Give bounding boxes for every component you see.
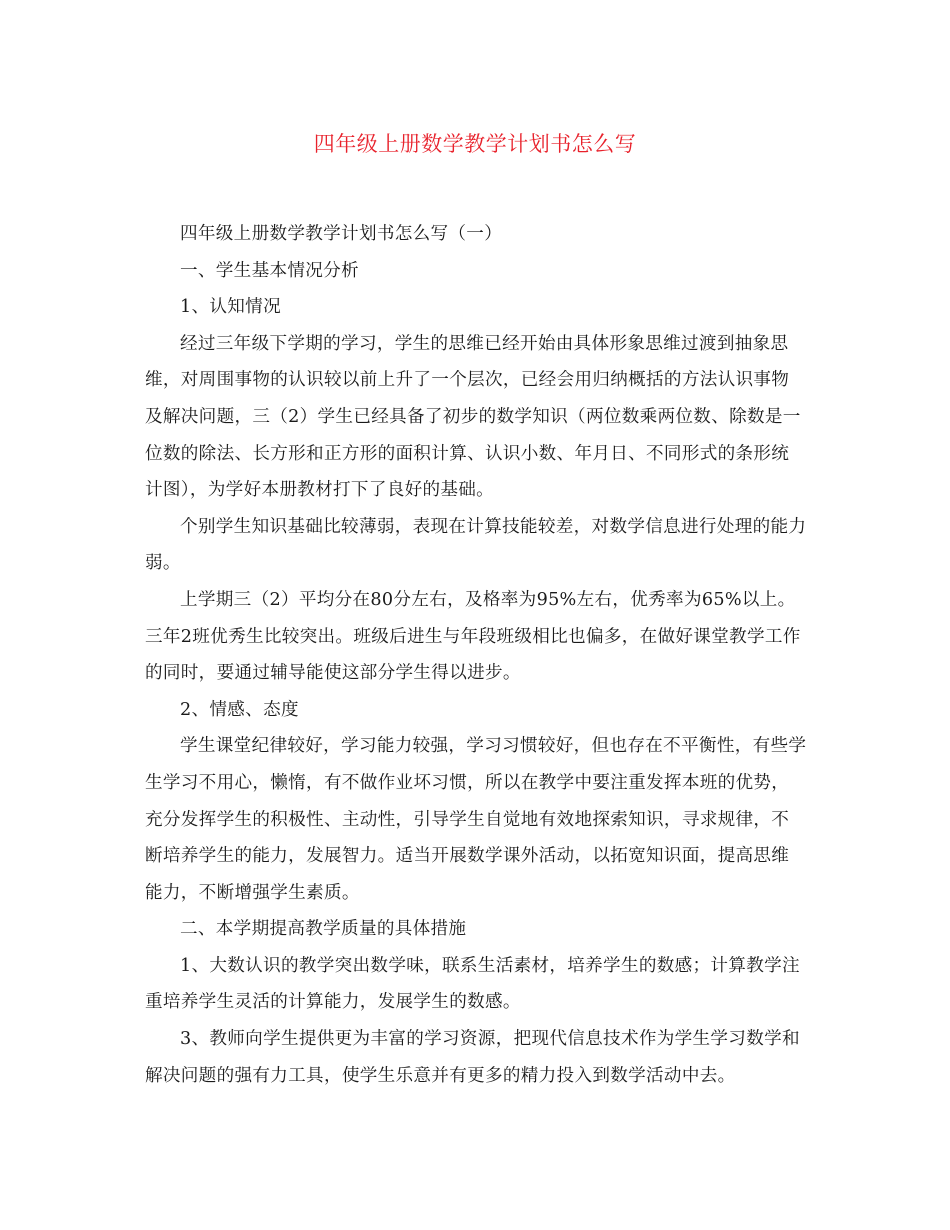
heading-student-analysis: 一、学生基本情况分析 xyxy=(180,260,359,281)
subheading-cognition: 1、认知情况 xyxy=(180,297,281,318)
paragraph-measure-3: 3、教师向学生提供更为丰富的学习资源，把现代信息技术作为学生学习数学和解决问题的强有力工具，使学生乐意并有更多的精力投入到数学活动中去。 xyxy=(145,1029,800,1086)
paragraph-measure-1: 1、大数认识的教学突出数学味，联系生活素材，培养学生的数感；计算教学注重培养学生灵活的计算能力，发展学生的数感。 xyxy=(145,955,800,1013)
document-body xyxy=(145,216,807,1094)
paragraph-scores: 上学期三（2）平均分在80分左右，及格率为95%左右，优秀率为65%以上。三年2班优秀生比较突出。班级后进生与年段班级相比也偏多，在做好课堂教学工作的同时，要通过辅导能使这部分学生得以进步。 xyxy=(145,589,801,684)
subheading-attitude: 2、情感、态度 xyxy=(180,699,299,720)
paragraph-weak-students: 个别学生知识基础比较薄弱，表现在计算技能较差，对数学信息进行处理的能力弱。 xyxy=(145,516,807,574)
paragraph-attitude: 学生课堂纪律较好，学习能力较强，学习习惯较好，但也存在不平衡性，有些学生学习不用心，懒惰，有不做作业坏习惯，所以在教学中要注重发挥本班的优势，充分发挥学生的积极性、主动性，引导学生自觉地有效地探索知识，寻求规律，不断培养学生的能力，发展智力。适当开展数学课外活动，以拓宽知识面，提高思维能力，不断增强学生素质。 xyxy=(145,736,807,903)
heading-measures: 二、本学期提高教学质量的具体措施 xyxy=(180,919,467,940)
document-title: 四年级上册数学教学计划书怎么写 xyxy=(313,132,637,156)
paragraph-cognition: 经过三年级下学期的学习，学生的思维已经开始由具体形象思维过渡到抽象思维，对周围事物的认识较以前上升了一个层次，已经会用归纳概括的方法认识事物及解决问题，三（2）学生已经具备了初步的数学知识（两位数乘两位数、除数是一位数的除法、长方形和正方形的面积计算、认识小数、年月日、不同形式的条形统计图），为学好本册教材打下了良好的基础。 xyxy=(145,333,801,501)
section-heading: 四年级上册数学教学计划书怎么写（一） xyxy=(180,224,503,244)
